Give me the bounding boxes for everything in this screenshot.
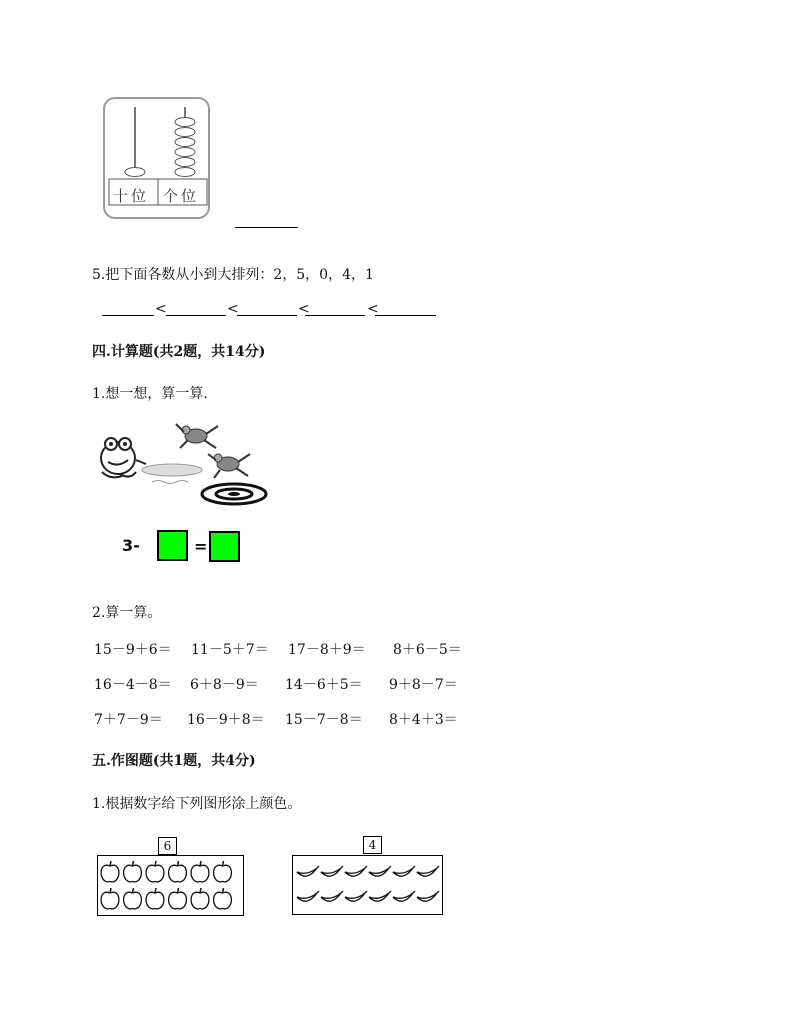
order-blank-1[interactable] xyxy=(102,314,154,316)
apple-icon[interactable] xyxy=(191,888,209,909)
banana-icon[interactable] xyxy=(369,866,391,876)
less-than-sign: < xyxy=(298,301,310,317)
banana-icon[interactable] xyxy=(417,866,439,876)
calc-item: 8＋4＋3＝ xyxy=(389,712,458,728)
jumping-frog-icon xyxy=(208,454,250,478)
tens-place-label: 十位 xyxy=(113,187,150,205)
calc1-title: 1.想一想，算一算. xyxy=(92,386,208,402)
banana-icon[interactable] xyxy=(345,866,367,876)
draw1-title: 1.根据数字给下列图形涂上颜色。 xyxy=(92,796,302,812)
order-blank-4[interactable] xyxy=(305,314,365,316)
apple-tray xyxy=(97,855,244,916)
calc-item: 15－7－8＝ xyxy=(285,712,363,728)
less-than-sign: < xyxy=(367,301,379,317)
banana-grid xyxy=(293,856,442,914)
apple-icon[interactable] xyxy=(169,888,187,909)
calc-item: 14－6＋5＝ xyxy=(285,677,363,693)
banana-count-box: 4 xyxy=(363,836,382,854)
calc-item: 15－9＋6＝ xyxy=(94,642,172,658)
apple-icon[interactable] xyxy=(101,861,119,882)
banana-icon[interactable] xyxy=(321,866,343,876)
calc-item: 16－4－8＝ xyxy=(94,677,172,693)
less-than-sign: < xyxy=(155,301,167,317)
calc2-title: 2.算一算。 xyxy=(92,605,162,621)
ones-place-label: 个位 xyxy=(163,187,200,205)
equals-sign: = xyxy=(194,537,208,556)
banana-icon[interactable] xyxy=(321,891,343,901)
apple-count-box: 6 xyxy=(158,837,177,855)
banana-icon[interactable] xyxy=(369,891,391,901)
q5-text: 5.把下面各数从小到大排列：2，5，0，4，1 xyxy=(92,267,374,283)
calc-item: 8＋6－5＝ xyxy=(393,642,462,658)
calc-item: 11－5＋7＝ xyxy=(191,642,269,658)
apple-icon[interactable] xyxy=(124,888,142,909)
order-blank-3[interactable] xyxy=(237,314,297,316)
order-blank-5[interactable] xyxy=(375,314,436,316)
order-blank-2[interactable] xyxy=(166,314,226,316)
answer-box-2[interactable] xyxy=(209,531,240,562)
banana-icon[interactable] xyxy=(297,891,319,901)
banana-icon[interactable] xyxy=(393,891,415,901)
less-than-sign: < xyxy=(227,301,239,317)
banana-tray xyxy=(292,855,443,915)
abacus-figure xyxy=(103,97,210,219)
frog-icon xyxy=(101,438,146,477)
banana-icon[interactable] xyxy=(345,891,367,901)
section-5-heading: 五.作图题(共1题，共4分) xyxy=(92,753,256,769)
apple-icon[interactable] xyxy=(169,861,187,882)
frog-jump-illustration xyxy=(96,414,272,510)
calc-item: 9＋8－7＝ xyxy=(389,677,458,693)
calc-item: 7＋7－9＝ xyxy=(94,712,163,728)
banana-icon[interactable] xyxy=(417,891,439,901)
apple-icon[interactable] xyxy=(101,888,119,909)
answer-box-1[interactable] xyxy=(157,530,188,561)
apple-icon[interactable] xyxy=(214,888,232,909)
calc-item: 17－8＋9＝ xyxy=(288,642,366,658)
abacus-answer-blank[interactable] xyxy=(235,226,298,228)
apple-icon[interactable] xyxy=(191,861,209,882)
apple-grid xyxy=(98,856,243,915)
banana-icon[interactable] xyxy=(297,866,319,876)
jumping-frog-icon xyxy=(176,424,218,448)
equation-start: 3- xyxy=(122,536,140,555)
calc-item: 6＋8－9＝ xyxy=(190,677,259,693)
apple-icon[interactable] xyxy=(146,888,164,909)
calc-item: 16－9＋8＝ xyxy=(187,712,265,728)
apple-icon[interactable] xyxy=(146,861,164,882)
section-4-heading: 四.计算题(共2题，共14分) xyxy=(92,344,266,360)
apple-icon[interactable] xyxy=(214,861,232,882)
apple-icon[interactable] xyxy=(124,861,142,882)
banana-icon[interactable] xyxy=(393,866,415,876)
